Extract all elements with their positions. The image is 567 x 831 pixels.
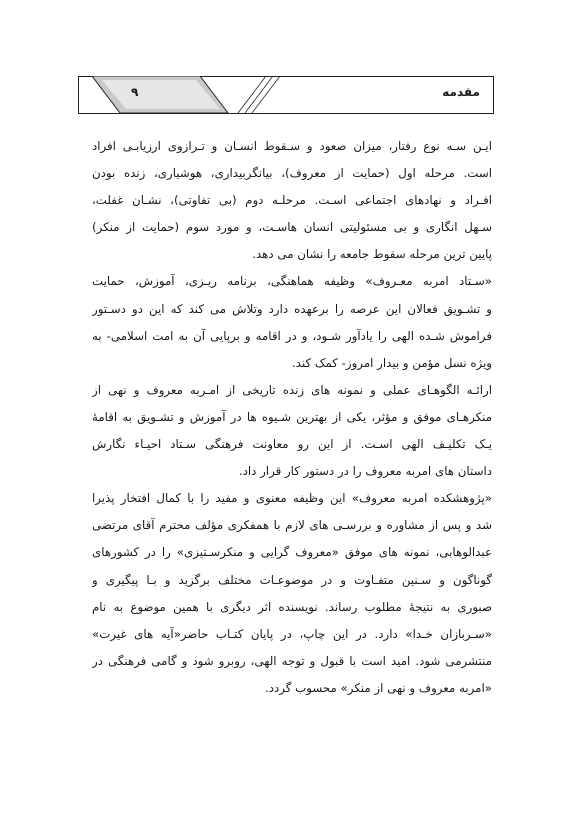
text-line: «سـربازان خـدا» دارد. در این چاپ، در پایان کتـاب حاضر«آیه های غیرت»: [92, 626, 492, 641]
paragraph-1: [92, 133, 492, 268]
text-line: است. مرحله اول (حمایت از معروف)، بیانگربیداری، هوشیاری، زنده بودن: [92, 166, 492, 181]
text-line: صبوری به نتیجۀ مطلوب رساند. نویسنده اثر دیگری با همین موضوع به نام: [92, 599, 492, 614]
body-text: [92, 133, 492, 702]
text-line: منکرهـای موفق و مؤثر، یکی از بهترین شـیوه ها در آموزش و تشـویق به اقامۀ: [92, 409, 492, 424]
header-frame-graphic: [78, 76, 494, 114]
page-header: [78, 76, 494, 114]
paragraph-2: [92, 268, 492, 376]
text-line: «پژوهشکده امربه معروف» این وظیفه معنوی و مفید را با کمال افتخار پذیرا: [92, 491, 492, 506]
text-line: «سـتاد امربه معـروف» وظیفه هماهنگی، برنامه ریـزی، آموزش، حمایت: [92, 274, 492, 289]
text-line: یـک تکلیـف الهی اسـت. از این رو معاونت فرهنگی سـتاد احیـاء نگارش: [92, 437, 492, 452]
text-line: ویژه نسل مؤمن و بیدار امروز- کمک کند.: [292, 355, 492, 370]
text-line: پایین ترین مرحله سقوط جامعه را نشان می دهد.: [252, 247, 492, 262]
text-line: فراموش شـده الهی را یادآور شـود، و در اقامه و برپایی آن به امت اسلامی- به: [92, 328, 492, 343]
paragraph-3: [92, 377, 492, 485]
text-line: افـراد و نهادهای اجتماعی اسـت. مرحلـه دوم (بی تفاوتی)، نشـان غفلت،: [92, 193, 492, 208]
text-line: ارائـه الگوهـای عملی و نمونه های زنده تاریخی از امـربه معروف و نهی از: [92, 382, 492, 397]
text-line: ایـن سـه نوع رفتار، میزان صعود و سـقوط انسـان و تـرازوی ارزیابـی افراد: [92, 139, 492, 153]
text-line: و تشـویق فعالان این عرصه را برعهده دارد وتلاش می کند که این دو دسـتور: [92, 301, 492, 316]
chapter-title: مقدمه: [442, 85, 480, 99]
page-number: ۹: [131, 85, 139, 99]
text-line: داستان های امربه معروف را در دستور کار قرار داد.: [238, 464, 492, 479]
text-line: «امربه معروف و نهی از منکر» محسوب گردد.: [264, 680, 492, 695]
text-line: شد و پس از مشاوره و بررسـی های لازم با همفکری مؤلف محترم آقای مرتضی: [92, 518, 492, 533]
text-line: عبدالوهابی، نمونه های موفق «معروف گرایی و منکرسـتیزی» را در کشورهای: [92, 545, 492, 560]
text-line: منتشرمی شود. امید است با قبول و توجه الهی، روبرو شود و گامی فرهنگی در: [92, 653, 492, 668]
paragraph-4: [92, 485, 492, 702]
text-line: گوناگون و سـنین متفـاوت و در موضوعـات مختلف برگزید و بـا پیگیری و: [92, 572, 492, 587]
text-line: سـهل انگاری و بی مسئولیتی انسان هاسـت، و مورد سوم (حمایت از منکر): [92, 220, 492, 235]
